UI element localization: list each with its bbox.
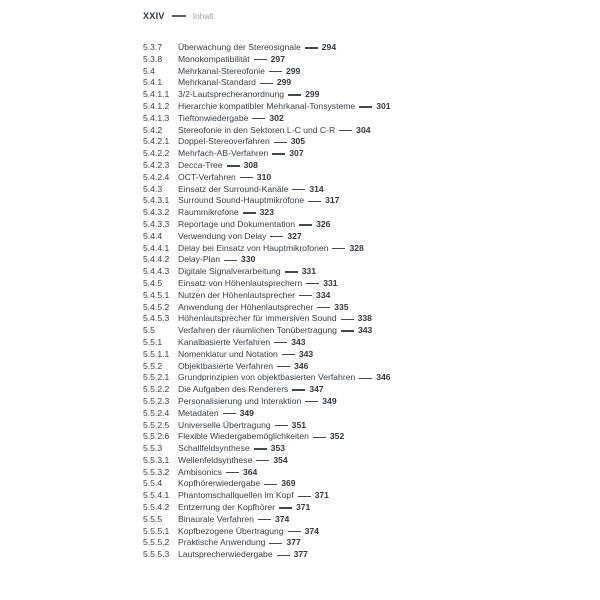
toc-entry-body	[178, 77, 291, 89]
toc-entry-page: 374	[274, 513, 290, 524]
toc-entry-body	[178, 443, 285, 455]
toc-entry-number: 5.5.4	[143, 478, 163, 489]
toc-entry-number: 5.4.5.2	[143, 301, 170, 312]
toc-entry-page: 343	[298, 348, 314, 359]
toc-entry-body	[178, 54, 285, 66]
running-head-label: Inhalt	[192, 11, 214, 21]
toc-entry-title: Doppel-Stereoverfahren	[178, 136, 270, 147]
toc-entry-body	[178, 184, 324, 196]
toc-entry	[143, 396, 583, 408]
toc-entry-number: 5.4.1.3	[143, 112, 170, 123]
toc-entry-number: 5.5.4.2	[143, 502, 170, 513]
toc-entry-number: 5.5.2.5	[143, 419, 170, 430]
toc-entry-page: 299	[276, 77, 292, 88]
toc-entry-page: 308	[243, 159, 258, 170]
dash-separator	[292, 189, 305, 190]
toc-entry-body	[178, 478, 296, 490]
toc-entry-page: 334	[316, 289, 331, 300]
toc-list	[143, 42, 583, 561]
toc-entry-number: 5.4.1.2	[143, 100, 170, 111]
toc-entry-page: 331	[323, 277, 338, 288]
dash-separator	[272, 153, 285, 154]
toc-entry-title: Lautsprecherwiedergabe	[178, 549, 273, 560]
toc-entry-page: 347	[309, 384, 324, 395]
dash-separator	[341, 330, 354, 331]
toc-entry-body	[178, 490, 329, 502]
toc-entry-body	[178, 136, 305, 148]
toc-entry	[143, 408, 583, 420]
toc-entry-number: 5.4.2	[143, 124, 163, 135]
toc-entry-page: 326	[316, 218, 331, 229]
dash-separator	[258, 519, 271, 520]
dash-separator	[274, 342, 287, 343]
toc-entry	[143, 478, 583, 490]
toc-entry	[143, 66, 583, 78]
dash-separator	[279, 507, 292, 508]
dash-separator	[298, 496, 311, 497]
toc-entry-number: 5.4.4.3	[143, 266, 170, 277]
toc-entry-title: Verwendung von Delay	[178, 230, 267, 241]
toc-entry-title: Mehrkanal-Standard	[178, 77, 256, 88]
toc-entry-body	[178, 125, 371, 137]
toc-entry-title: Nutzen der Höhenlautsprecher	[178, 289, 296, 300]
toc-entry-number: 5.4.3	[143, 183, 163, 194]
toc-entry-page: 364	[242, 466, 258, 477]
toc-entry-number: 5.5.5.1	[143, 525, 170, 536]
toc-entry-body	[178, 302, 349, 314]
toc-entry-body	[178, 266, 316, 278]
toc-entry	[143, 325, 583, 337]
toc-entry-page: 331	[301, 266, 317, 277]
toc-entry-number: 5.5.2.2	[143, 384, 170, 395]
toc-entry-title: Kopfbezogene Übertragung	[178, 525, 284, 536]
toc-entry	[143, 372, 583, 384]
dash-separator	[299, 224, 312, 225]
toc-entry-title: Grundprinzipien von objektbasierten Verfahren	[178, 372, 356, 383]
toc-entry-number: 5.5.2	[143, 360, 163, 371]
toc-entry-title: Anwendung der Höhenlautsprecher	[178, 301, 314, 312]
toc-entry	[143, 537, 583, 549]
dash-separator	[285, 271, 298, 272]
toc-entry-body	[178, 537, 301, 549]
toc-entry-number: 5.4.2.3	[143, 159, 170, 170]
toc-entry-title: Praktische Anwendung	[178, 537, 266, 548]
toc-entry	[143, 42, 583, 54]
toc-entry-page: 346	[294, 360, 309, 371]
toc-entry-page: 343	[357, 325, 373, 336]
toc-entry	[143, 243, 583, 255]
toc-entry-page: 338	[357, 313, 372, 324]
toc-entry-number: 5.4.1	[143, 77, 163, 88]
toc-entry	[143, 337, 583, 349]
toc-entry-number: 5.5.5.3	[143, 549, 170, 560]
toc-entry-body	[178, 278, 338, 290]
dash-separator	[299, 295, 312, 296]
dash-separator	[341, 319, 354, 320]
toc-entry-page: 351	[291, 419, 307, 430]
toc-entry-title: Tieftonwiedergabe	[178, 112, 249, 123]
toc-entry-title: Delay-Plan	[178, 254, 221, 265]
dash-separator	[339, 130, 352, 131]
toc-entry-body	[178, 514, 289, 526]
toc-entry	[143, 77, 583, 89]
toc-entry	[143, 431, 583, 443]
toc-entry	[143, 349, 583, 361]
dash-separator	[252, 118, 265, 119]
dash-separator	[254, 448, 267, 449]
toc-entry	[143, 231, 583, 243]
toc-entry	[143, 526, 583, 538]
toc-entry-body	[178, 231, 302, 243]
dash-separator	[277, 555, 290, 556]
toc-entry	[143, 195, 583, 207]
toc-entry-title: Surround Sound-Hauptmikrofone	[178, 195, 305, 206]
toc-entry-body	[178, 467, 257, 479]
toc-entry-number: 5.3.8	[143, 53, 163, 64]
toc-entry-number: 5.4.2.4	[143, 171, 170, 182]
dash-separator	[264, 484, 277, 485]
toc-entry	[143, 184, 583, 196]
toc-entry-title: Decca-Tree	[178, 159, 223, 170]
toc-entry-number: 5.4	[143, 65, 155, 76]
toc-entry-page: 302	[269, 112, 284, 123]
toc-entry-page: 305	[290, 136, 306, 147]
toc-entry-body	[178, 313, 372, 325]
toc-entry-number: 5.5.3.2	[143, 466, 170, 477]
dash-separator	[243, 212, 256, 213]
dash-separator	[240, 177, 253, 178]
toc-entry-number: 5.4.1.1	[143, 89, 170, 100]
dash-separator	[260, 83, 273, 84]
dash-separator	[317, 307, 330, 308]
toc-entry-page: 352	[329, 431, 345, 442]
toc-entry	[143, 290, 583, 302]
toc-entry	[143, 443, 583, 455]
toc-entry-number: 5.4.4.1	[143, 242, 170, 253]
toc-entry-body	[178, 549, 308, 561]
toc-entry-body	[178, 361, 308, 373]
toc-entry	[143, 549, 583, 561]
toc-entry	[143, 361, 583, 373]
toc-entry-title: Raummikrofone	[178, 207, 239, 218]
toc-entry-body	[178, 113, 284, 125]
toc-entry	[143, 420, 583, 432]
dash-separator	[277, 366, 290, 367]
toc-entry	[143, 89, 583, 101]
toc-entry-page: 343	[291, 336, 306, 347]
dash-separator	[274, 142, 287, 143]
toc-entry-body	[178, 526, 319, 538]
toc-entry-title: Nomenklatur und Notation	[178, 348, 278, 359]
toc-entry	[143, 384, 583, 396]
toc-entry	[143, 490, 583, 502]
toc-entry	[143, 160, 583, 172]
toc-entry-number: 5.4.3.3	[143, 218, 170, 229]
toc-entry-title: Binaurale Verfahren	[178, 513, 254, 524]
toc-entry-title: Verfahren der räumlichen Tonübertragung	[178, 325, 337, 336]
toc-entry-body	[178, 396, 337, 408]
toc-entry-page: 310	[256, 171, 272, 182]
toc-entry-number: 5.4.3.1	[143, 195, 170, 206]
toc-entry-body	[178, 207, 274, 219]
toc-entry-body	[178, 349, 313, 361]
dash-separator	[254, 59, 267, 60]
toc-entry-page: 317	[325, 195, 340, 206]
toc-entry-page: 377	[293, 549, 308, 560]
toc-entry-title: Personalisierung und Interaktion	[178, 395, 302, 406]
toc-entry-number: 5.4.4.2	[143, 254, 170, 265]
toc-entry-page: 304	[356, 124, 371, 135]
toc-entry-title: Monokompatibilität	[178, 53, 250, 64]
dash-separator	[305, 401, 318, 402]
toc-entry-title: Mehrkanal-Stereofonie	[178, 65, 265, 76]
page-folio: XXIV	[143, 11, 165, 21]
dash-separator	[226, 472, 239, 473]
toc-entry-page: 335	[334, 301, 349, 312]
dash-separator	[269, 71, 282, 72]
toc-entry	[143, 148, 583, 160]
toc-entry	[143, 254, 583, 266]
toc-entry-page: 297	[270, 53, 285, 64]
toc-entry-body	[178, 195, 339, 207]
toc-entry	[143, 101, 583, 113]
dash-separator	[332, 248, 345, 249]
toc-entry-page: 323	[259, 207, 274, 218]
toc-entry-page: 327	[287, 230, 302, 241]
toc-entry-page: 374	[304, 525, 319, 536]
toc-entry-number: 5.5.1.1	[143, 348, 170, 359]
toc-entry-number: 5.5	[143, 325, 155, 336]
toc-entry-title: Phantomschallquellen im Kopf	[178, 490, 294, 501]
toc-entry-title: Kopfhörerwiedergabe	[178, 478, 261, 489]
dash-separator	[292, 389, 305, 390]
toc-entry-title: Überwachung der Stereosignale	[178, 42, 301, 52]
dash-separator	[275, 425, 288, 426]
toc-entry-number: 5.5.2.1	[143, 372, 170, 383]
toc-entry-title: Die Aufgaben des Renderers	[178, 384, 289, 395]
toc-entry	[143, 136, 583, 148]
toc-entry-body	[178, 502, 310, 514]
toc-entry-body	[178, 219, 330, 231]
toc-entry-number: 5.5.2.3	[143, 395, 170, 406]
toc-entry-body	[178, 148, 304, 160]
dash-separator	[282, 354, 295, 355]
toc-entry-body	[178, 243, 364, 255]
dash-separator	[270, 236, 283, 237]
toc-entry-page: 294	[321, 42, 337, 52]
toc-entry-title: Digitale Signalverarbeitung	[178, 266, 281, 277]
toc-entry	[143, 502, 583, 514]
toc-entry-number: 5.5.3	[143, 443, 163, 454]
toc-entry-number: 5.3.7	[143, 42, 163, 52]
dash-separator	[308, 201, 321, 202]
dash-separator	[227, 165, 240, 166]
toc-entry-page: 330	[241, 254, 256, 265]
toc-entry-body	[178, 408, 254, 420]
dash-separator	[288, 531, 301, 532]
dash-separator	[359, 378, 372, 379]
toc-entry	[143, 302, 583, 314]
toc-entry-body	[178, 455, 288, 467]
toc-entry-page: 371	[295, 502, 311, 513]
toc-entry-title: Einsatz der Surround-Kanäle	[178, 183, 289, 194]
toc-entry	[143, 207, 583, 219]
toc-entry	[143, 113, 583, 125]
toc-entry-title: Schallfeldsynthese	[178, 443, 250, 454]
toc-entry-title: Universelle Übertragung	[178, 419, 271, 430]
toc-entry-page: 307	[289, 148, 304, 159]
toc-entry	[143, 467, 583, 479]
toc-entry-page: 314	[309, 183, 324, 194]
toc-entry-body	[178, 160, 258, 172]
dash-separator	[305, 47, 318, 48]
toc-entry-title: Flexible Wiedergabemöglichkeiten	[178, 431, 309, 442]
dash-separator	[313, 437, 326, 438]
toc-entry-body	[178, 384, 324, 396]
toc-entry	[143, 266, 583, 278]
toc-entry-body	[178, 172, 271, 184]
toc-entry-title: Reportage und Dokumentation	[178, 218, 296, 229]
toc-entry-number: 5.5.4.1	[143, 490, 170, 501]
toc-entry-page: 371	[314, 490, 329, 501]
toc-entry-number: 5.4.2.2	[143, 148, 170, 159]
toc-entry-body	[178, 254, 255, 266]
dash-separator	[269, 543, 282, 544]
toc-entry-page: 354	[273, 454, 288, 465]
toc-entry	[143, 278, 583, 290]
toc-entry-body	[178, 66, 300, 78]
dash-separator	[224, 260, 237, 261]
toc-entry-number: 5.5.3.1	[143, 454, 170, 465]
toc-entry-page: 346	[376, 372, 391, 383]
toc-entry-title: Einsatz von Höhenlautsprechern	[178, 277, 303, 288]
toc-entry-page: 377	[286, 537, 301, 548]
toc-entry-title: Objektbasierte Verfahren	[178, 360, 274, 371]
toc-entry	[143, 455, 583, 467]
page-header	[143, 11, 214, 21]
toc-entry-body	[178, 101, 391, 113]
toc-entry-title: Wellenfeldsynthese	[178, 454, 253, 465]
toc-entry-number: 5.4.4	[143, 230, 163, 241]
toc-entry-title: Metadaten	[178, 407, 219, 418]
toc-entry-page: 299	[285, 65, 301, 76]
toc-entry-number: 5.5.5.2	[143, 537, 170, 548]
toc-entry-body	[178, 290, 330, 302]
toc-entry-number: 5.4.5.1	[143, 289, 170, 300]
toc-entry-number: 5.4.3.2	[143, 207, 170, 218]
toc-entry-body	[178, 431, 344, 443]
toc-entry-title: OCT-Verfahren	[178, 171, 236, 182]
toc-entry-body	[178, 42, 336, 54]
toc-entry-title: Kanalbasierte Verfahren	[178, 336, 271, 347]
dash-separator	[223, 413, 236, 414]
toc-entry-page: 301	[376, 100, 391, 111]
dash-separator	[256, 460, 269, 461]
toc-entry	[143, 219, 583, 231]
toc-entry-number: 5.5.2.6	[143, 431, 170, 442]
dash-separator	[306, 283, 319, 284]
toc-entry-page: 349	[322, 395, 337, 406]
toc-entry-number: 5.4.2.1	[143, 136, 170, 147]
toc-entry-number: 5.5.5	[143, 513, 163, 524]
toc-entry-body	[178, 420, 306, 432]
toc-entry-title: Ambisonics	[178, 466, 222, 477]
toc-entry-page: 299	[305, 89, 320, 100]
dash-separator	[359, 106, 372, 107]
toc-entry	[143, 313, 583, 325]
toc-entry-number: 5.5.1	[143, 336, 163, 347]
toc-entry	[143, 514, 583, 526]
toc-entry	[143, 172, 583, 184]
toc-entry-page: 353	[270, 443, 286, 454]
toc-entry-body	[178, 325, 372, 337]
toc-entry-body	[178, 337, 306, 349]
toc-entry	[143, 54, 583, 66]
toc-entry-body	[178, 372, 391, 384]
dash-separator	[288, 94, 301, 95]
toc-entry-body	[178, 89, 319, 101]
toc-entry-page: 328	[349, 242, 364, 253]
toc-entry-title: Stereofonie in den Sektoren L-C und C-R	[178, 124, 336, 135]
toc-entry-title: Mehrfach-AB-Verfahren	[178, 148, 269, 159]
toc-entry-number: 5.5.2.4	[143, 407, 170, 418]
toc-entry-page: 369	[281, 478, 296, 489]
toc-entry-page: 349	[239, 407, 254, 418]
toc-entry-title: Hierarchie kompatibler Mehrkanal-Tonsysteme	[178, 100, 356, 111]
toc-entry-number: 5.4.5	[143, 277, 163, 288]
dash-separator	[172, 15, 186, 16]
toc-entry-title: 3/2-Lautsprecheranordnung	[178, 89, 285, 100]
toc-entry	[143, 125, 583, 137]
toc-entry-title: Delay bei Einsatz von Hauptmikrofonen	[178, 242, 329, 253]
toc-entry-title: Höhenlautsprecher für immersiven Sound	[178, 313, 337, 324]
toc-entry-title: Entzerrung der Kopfhörer	[178, 502, 275, 513]
toc-entry-number: 5.4.5.3	[143, 313, 170, 324]
